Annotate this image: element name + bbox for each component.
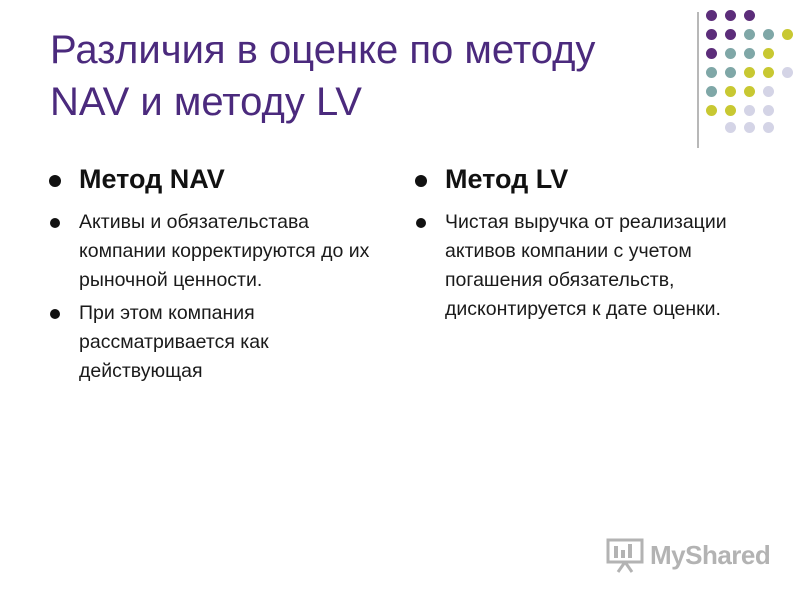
lv-method-column bbox=[414, 160, 754, 328]
decor-dot bbox=[744, 10, 755, 21]
list-item-text: Активы и обязательстава компании корректируются до их рыночной ценности. bbox=[79, 211, 370, 291]
decor-dot bbox=[706, 67, 717, 78]
bullet-icon bbox=[50, 309, 60, 319]
decor-dot bbox=[725, 10, 736, 21]
decor-dot bbox=[763, 67, 774, 78]
bullet-icon bbox=[415, 175, 427, 187]
decor-dot bbox=[744, 67, 755, 78]
decor-dot bbox=[763, 48, 774, 59]
decor-dot bbox=[706, 105, 717, 116]
decorative-dot-grid bbox=[706, 10, 798, 130]
lv-heading-row bbox=[414, 160, 754, 202]
watermark-text: MyShared bbox=[650, 540, 771, 570]
myshared-watermark[interactable] bbox=[606, 536, 771, 576]
decor-dot bbox=[763, 105, 774, 116]
decor-dot bbox=[725, 67, 736, 78]
nav-method-column bbox=[48, 160, 388, 390]
decor-dot bbox=[706, 48, 717, 59]
decor-dot bbox=[782, 67, 793, 78]
decor-dot bbox=[706, 10, 717, 21]
decor-dot bbox=[725, 29, 736, 40]
bullet-icon bbox=[416, 218, 426, 228]
slide-title bbox=[50, 24, 690, 128]
title-line-2: NAV и методу LV bbox=[50, 80, 362, 124]
decor-dot bbox=[744, 48, 755, 59]
list-item bbox=[48, 208, 388, 295]
list-item bbox=[414, 208, 754, 324]
decor-dot bbox=[744, 122, 755, 133]
decor-dot bbox=[782, 29, 793, 40]
decor-dot bbox=[725, 122, 736, 133]
decor-dot bbox=[725, 86, 736, 97]
decor-dot bbox=[725, 105, 736, 116]
title-line-1: Различия в оценке по методу bbox=[50, 28, 596, 72]
presentation-board-icon bbox=[606, 536, 646, 574]
decor-dot bbox=[706, 29, 717, 40]
decor-dot bbox=[763, 86, 774, 97]
list-item-text: Чистая выручка от реализации активов компании с учетом погашения обязательств, дисконтируется к дате оценки. bbox=[445, 211, 727, 320]
decor-dot bbox=[763, 29, 774, 40]
decor-dot bbox=[725, 48, 736, 59]
list-item bbox=[48, 299, 388, 386]
lv-method-heading: Метод LV bbox=[445, 164, 569, 194]
list-item-text: При этом компания рассматривается как действующая bbox=[79, 302, 269, 382]
decor-dot bbox=[744, 29, 755, 40]
bullet-icon bbox=[50, 218, 60, 228]
decor-dot bbox=[763, 122, 774, 133]
decor-dot bbox=[744, 105, 755, 116]
nav-method-heading: Метод NAV bbox=[79, 164, 225, 194]
bullet-icon bbox=[49, 175, 61, 187]
decor-dot bbox=[744, 86, 755, 97]
decorative-divider bbox=[697, 12, 699, 148]
nav-method-list bbox=[48, 208, 388, 386]
nav-heading-row bbox=[48, 160, 388, 202]
decor-dot bbox=[706, 86, 717, 97]
lv-method-list bbox=[414, 208, 754, 324]
